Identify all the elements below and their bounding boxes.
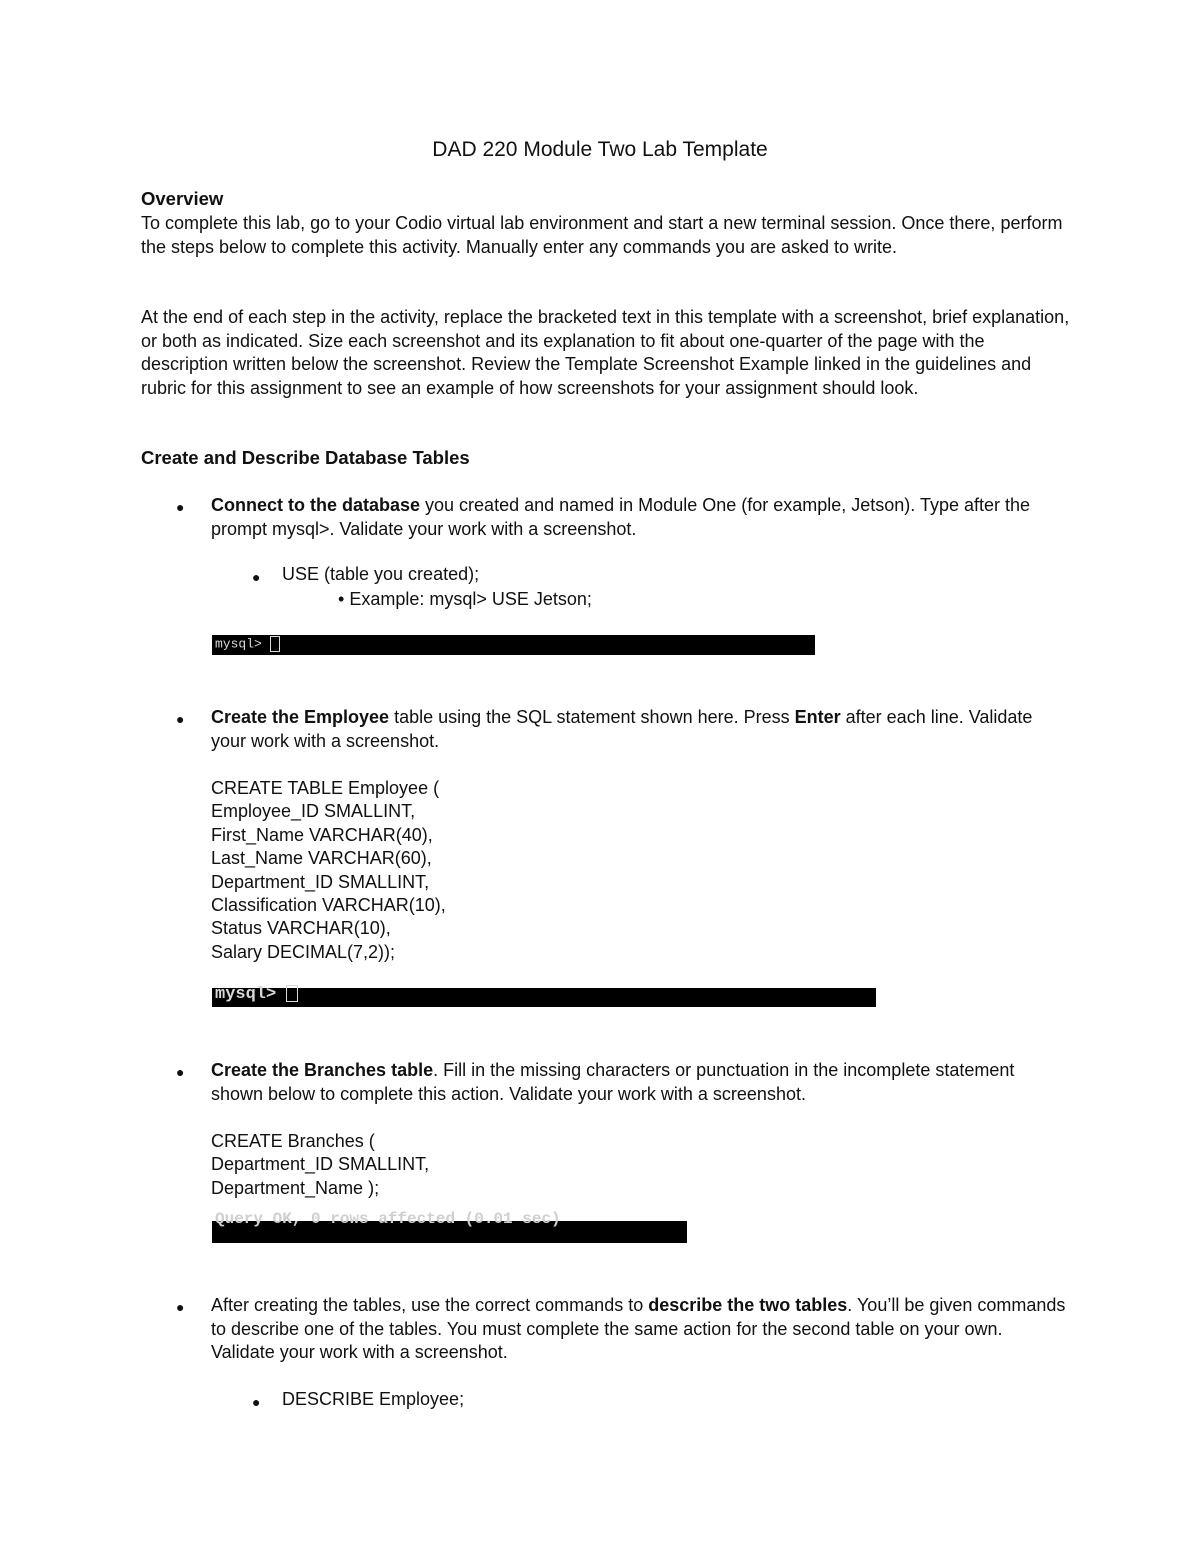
code-line: First_Name VARCHAR(40), xyxy=(211,824,433,845)
step-employee-body-2: after each line. Validate your work with a screenshot. xyxy=(211,707,1033,751)
step-connect-example-text: Example: mysql> USE Jetson; xyxy=(349,589,592,609)
overview-paragraph-2: At the end of each step in the activity, replace the bracketed text in this template with a screenshot, brief explanation, or both as indicated. Size each screenshot and its explanation to fit about one-quarter of the page with the description written below the screenshot. Review the Template Screenshot Example linked in the guidelines and rubric for this assignment to see an example of how screenshots for your assignment should look. xyxy=(141,307,1070,398)
step-employee-body-1: table using the SQL statement shown here. Press xyxy=(389,707,795,727)
terminal-screenshot-branches xyxy=(212,1210,687,1243)
code-line: Department_ID SMALLINT, xyxy=(211,871,430,892)
employee-sql-statement xyxy=(211,777,446,964)
step-connect-body: you created and named in Module One (for example, Jetson). Type after the prompt mysql>. Validate your work with a screenshot. xyxy=(211,495,1031,539)
terminal-output: Query OK, 0 rows affected (0.01 sec) xyxy=(215,1210,561,1228)
code-line: Salary DECIMAL(7,2)); xyxy=(211,941,396,962)
terminal-prompt: mysql> xyxy=(215,985,298,1004)
step-branches-bold: Create the Branches table xyxy=(211,1060,434,1080)
overview-heading: Overview xyxy=(141,188,224,209)
code-line: CREATE Branches ( xyxy=(211,1131,375,1151)
bullet-icon: ● xyxy=(176,1299,185,1315)
overview-paragraph-1: To complete this lab, go to your Codio virtual lab environment and start a new terminal session. Once there, perform the steps below to complete this activity. Manually enter any commands you are asked to write. xyxy=(141,213,1063,257)
code-line: Status VARCHAR(10), xyxy=(211,918,391,939)
sub-bullet-icon: ● xyxy=(252,569,261,585)
section-heading: Create and Describe Database Tables xyxy=(141,447,470,468)
step-describe-body-1: After creating the tables, use the correct commands to xyxy=(211,1295,649,1315)
step-branches-body: . Fill in the missing characters or punctuation in the incomplete statement shown below to complete this action. Validate your work with a screenshot. xyxy=(211,1060,1015,1104)
code-line: Last_Name VARCHAR(60), xyxy=(211,848,432,869)
step-describe-body-2: . You’ll be given commands to describe one of the tables. You must complete the same action for the second table on your own. Validate your work with a screenshot. xyxy=(211,1295,1066,1362)
step-employee-enter: Enter xyxy=(794,707,841,727)
bullet-icon: ● xyxy=(176,1064,185,1080)
terminal-screenshot-employee xyxy=(212,985,876,1007)
step-employee-bold: Create the Employee xyxy=(211,707,390,727)
step-employee-text xyxy=(211,706,1071,753)
code-line: CREATE TABLE Employee ( xyxy=(211,778,440,798)
cursor-icon xyxy=(270,636,280,652)
step-branches-text xyxy=(211,1059,1071,1106)
step-connect-sub: USE (table you created); xyxy=(282,564,480,584)
code-line: Employee_ID SMALLINT, xyxy=(211,801,416,822)
step-describe-bold: describe the two tables xyxy=(648,1295,848,1315)
step-describe-sub: DESCRIBE Employee; xyxy=(282,1389,465,1409)
sub-bullet-icon: ● xyxy=(252,1394,261,1410)
bullet-icon: ● xyxy=(176,499,185,515)
bullet-icon: ● xyxy=(176,711,185,727)
step-connect-example xyxy=(338,589,592,610)
terminal-screenshot-connect xyxy=(212,635,815,655)
step-describe-text xyxy=(211,1294,1071,1365)
code-line: Department_Name ); xyxy=(211,1177,380,1198)
code-line: Department_ID SMALLINT, xyxy=(211,1154,430,1175)
cursor-icon xyxy=(286,985,298,1002)
sub-sub-bullet-icon: • xyxy=(338,589,350,609)
step-connect-bold: Connect to the database xyxy=(211,495,421,515)
terminal-prompt: mysql> xyxy=(215,636,280,652)
branches-sql-statement xyxy=(211,1130,429,1200)
code-line: Classification VARCHAR(10), xyxy=(211,895,446,916)
step-connect-text xyxy=(211,494,1071,541)
page-title: DAD 220 Module Two Lab Template xyxy=(432,138,768,161)
